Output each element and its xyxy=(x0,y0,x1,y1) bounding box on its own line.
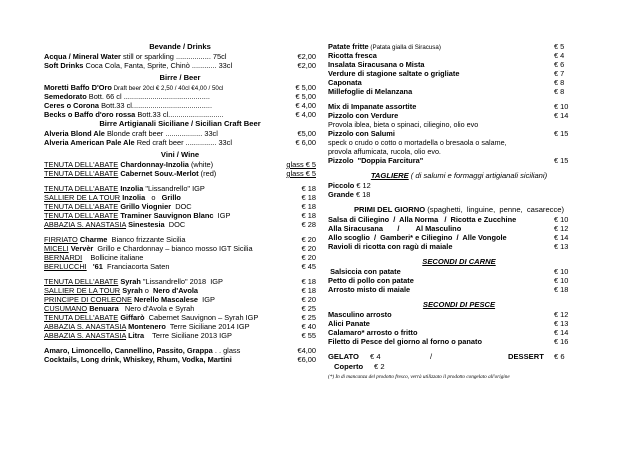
menu-item: Allo scoglio / Gamberi* e Ciliegino / Alle Vongole € 14 xyxy=(328,233,569,242)
section-title-craft-beer: Birre Artigianali Siciliane / Sicilian Craft Beer xyxy=(99,119,261,128)
item-price: € 7 xyxy=(554,69,565,78)
menu-item: Alveria Blond Ale Blonde craft beer .................. 33cl €5,00 xyxy=(44,129,316,138)
menu-item: Amaro, Limoncello, Cannellino, Passito, Grappa . . glass €4,00 xyxy=(44,346,316,355)
wine-item: CUSUMANO Benuara Nero d'Avola e Syrah € 25 xyxy=(44,304,316,313)
section-title-wine: Vini / Wine xyxy=(160,150,200,159)
menu-item: Ricotta fresca € 4 xyxy=(328,51,565,60)
item-price: € 4,00 xyxy=(295,101,316,110)
wine-item: TENUTA DELL'ABATE Traminer Sauvignon Blanc IGP € 18 xyxy=(44,211,316,220)
menu-item: Filetto di Pesce del giorno al forno o panato € 16 xyxy=(328,337,569,346)
menu-item: Arrosto misto di maiale € 18 xyxy=(328,285,569,294)
section-title-drinks: Bevande / Drinks xyxy=(149,42,211,51)
item-price: € 13 xyxy=(554,319,569,328)
menu-item: Verdure di stagione saltate o grigliate € 7 xyxy=(328,69,565,78)
wine-item: BERNARDI Bollicine italiane € 20 xyxy=(44,253,316,262)
item-price: € 8 xyxy=(554,87,565,96)
item-description: speck o crudo o cotto o mortadella o bresaola o salame, xyxy=(328,138,507,147)
wine-item: ABBAZIA S. ANASTASIA Montenero Terre Siciliane 2014 IGP € 40 xyxy=(44,322,316,331)
menu-item: Salsa di Ciliegino / Alla Norma / Ricotta e Zucchine € 10 xyxy=(328,215,569,224)
item-price: € 15 xyxy=(554,129,569,138)
separator: / xyxy=(430,352,433,361)
dessert-line: GELATO € 4 / DESSERT € 6 xyxy=(328,352,565,361)
item-price: € 5 xyxy=(554,42,565,51)
item-price: € 18 xyxy=(301,202,316,211)
item-description: provola affumicata, rucola, olio evo. xyxy=(328,147,441,156)
menu-item: Alveria American Pale Ale Red craft beer ............... 33cl € 6,00 xyxy=(44,138,316,147)
menu-item: Pizzolo con Verdure € 14 xyxy=(328,111,569,120)
wine-item: TENUTA DELL'ABATE Cabernet Souv.-Merlot (red) glass € 5 xyxy=(44,169,316,178)
menu-item: Masculino arrosto € 12 xyxy=(328,310,569,319)
item-price: € 20 xyxy=(301,253,316,262)
coperto-line: Coperto € 2 xyxy=(334,362,385,371)
menu-item: Acqua / Mineral Water still or sparkling ................. 75cl €2,00 xyxy=(44,52,316,61)
item-price: € 4,00 xyxy=(295,110,316,119)
menu-item: Calamaro* arrosto o fritto € 14 xyxy=(328,328,569,337)
gelato-price: € 4 xyxy=(370,352,381,361)
section-title-secondi-carne: SECONDI DI CARNE xyxy=(422,257,496,266)
menu-item: Becks o Baffo d'oro rossa Bott.33 cl........................... € 4,00 xyxy=(44,110,316,119)
menu-item: Mix di Impanate assortite € 10 xyxy=(328,102,569,111)
dessert-price: € 6 xyxy=(554,352,565,361)
item-price: € 16 xyxy=(554,337,569,346)
wine-item: MICELI Vervèr Grillo e Chardonnay – bianco mosso IGT Sicilia € 20 xyxy=(44,244,316,253)
item-price: € 20 xyxy=(301,235,316,244)
item-price: € 10 xyxy=(554,267,569,276)
menu-item: Caponata € 8 xyxy=(328,78,565,87)
item-price: € 20 xyxy=(301,244,316,253)
menu-item: Alici Panate € 13 xyxy=(328,319,569,328)
item-price: € 12 xyxy=(554,310,569,319)
menu-item: Pizzolo con Salumi € 15 xyxy=(328,129,569,138)
item-price: € 15 xyxy=(554,156,569,165)
item-price: € 6,00 xyxy=(295,138,316,147)
menu-item: Alla Siracusana / Al Masculino € 12 xyxy=(328,224,569,233)
wine-item: PRINCIPE DI CORLEONE Nerello Mascalese IGP € 20 xyxy=(44,295,316,304)
wine-item: SALLIER DE LA TOUR Syrah o Nero d'Avola € 18 xyxy=(44,286,316,295)
wine-item: TENUTA DELL'ABATE Inzolia "Lissandrello" IGP € 18 xyxy=(44,184,316,193)
item-price: € 14 xyxy=(554,328,569,337)
menu-item: Millefoglie di Melanzana € 8 xyxy=(328,87,565,96)
menu-item: Soft Drinks Coca Cola, Fanta, Sprite, Chinò ............ 33cl €2,00 xyxy=(44,61,316,70)
wine-item: TENUTA DELL'ABATE Syrah "Lissandrello" 2018 IGP € 18 xyxy=(44,277,316,286)
item-price: €2,00 xyxy=(297,52,316,61)
item-price: € 25 xyxy=(301,313,316,322)
item-price: € 40 xyxy=(301,322,316,331)
item-price: € 18 xyxy=(554,285,569,294)
wine-item: FIRRIATO Charme Bianco frizzante Sicilia € 20 xyxy=(44,235,316,244)
item-price: € 45 xyxy=(301,262,316,271)
item-price: € 10 xyxy=(554,102,569,111)
coperto-price: € 2 xyxy=(374,362,385,371)
menu-item: Ceres o Corona Bott.33 cl....................................... € 4,00 xyxy=(44,101,316,110)
menu-item: Salsiccia con patate € 10 xyxy=(330,267,569,276)
menu-item: Pizzolo "Doppia Farcitura" € 15 xyxy=(328,156,569,165)
item-price: € 20 xyxy=(301,295,316,304)
item-price: € 13 xyxy=(554,242,569,251)
menu-item: Insalata Siracusana o Mista € 6 xyxy=(328,60,565,69)
item-price: €5,00 xyxy=(297,129,316,138)
item-price: € 12 xyxy=(554,224,569,233)
item-price: € 5,00 xyxy=(295,83,316,92)
wine-item: SALLIER DE LA TOUR Inzolia o Grillo € 18 xyxy=(44,193,316,202)
item-price: € 28 xyxy=(301,220,316,229)
item-price: € 18 xyxy=(301,211,316,220)
item-price: €2,00 xyxy=(297,61,316,70)
menu-item: Grande € 18 xyxy=(328,190,371,199)
section-title-secondi-pesce: SECONDI DI PESCE xyxy=(422,300,496,309)
section-title-taglieri: TAGLIERE ( di salumi e formaggi artigianali siciliani) xyxy=(370,171,548,180)
item-price: € 18 xyxy=(301,184,316,193)
menu-item: Piccolo € 12 xyxy=(328,181,371,190)
item-price: € 5,00 xyxy=(295,92,316,101)
wine-item: TENUTA DELL'ABATE Chardonnay-Inzolia (white) glass € 5 xyxy=(44,160,316,169)
item-price: € 10 xyxy=(554,276,569,285)
item-price: € 18 xyxy=(301,277,316,286)
wine-item: BERLUCCHI '61 Franciacorta Saten € 45 xyxy=(44,262,316,271)
section-title-beer: Birre / Beer xyxy=(159,73,201,82)
wine-item: TENUTA DELL'ABATE Giffarò Cabernet Sauvignon – Syrah IGP € 25 xyxy=(44,313,316,322)
food-column xyxy=(328,42,590,380)
drinks-column xyxy=(44,42,316,364)
wine-item: TENUTA DELL'ABATE Grillo Viognier DOC € 18 xyxy=(44,202,316,211)
item-price: € 6 xyxy=(554,60,565,69)
item-price: € 18 xyxy=(301,193,316,202)
item-price: € 8 xyxy=(554,78,565,87)
wine-item: ABBAZIA S. ANASTASIA Sinestesia DOC € 28 xyxy=(44,220,316,229)
item-price: € 55 xyxy=(301,331,316,340)
item-price: € 14 xyxy=(554,233,569,242)
item-price: € 4 xyxy=(554,51,565,60)
menu-item: Cocktails, Long drink, Whiskey, Rhum, Vodka, Martini €6,00 xyxy=(44,355,316,364)
item-price: € 25 xyxy=(301,304,316,313)
section-title-primi: PRIMI DEL GIORNO (spaghetti, linguine, penne, casarecce) xyxy=(353,205,565,214)
item-price: € 14 xyxy=(554,111,569,120)
item-price: glass € 5 xyxy=(286,169,316,178)
item-price: €6,00 xyxy=(297,355,316,364)
menu-item: Semedorato Bott. 66 cl .......................................... € 5,00 xyxy=(44,92,316,101)
menu-item: Moretti Baffo D'Oro Draft beer 20cl € 2,50 / 40cl €4,00 / 50cl € 5,00 xyxy=(44,83,316,92)
item-price: glass € 5 xyxy=(286,160,316,169)
item-price: € 18 xyxy=(301,286,316,295)
footnote: (*) In di mancanza del prodotto fresco, verrà utilizzato il prodotto congelato all'origine xyxy=(328,374,510,380)
item-price: €4,00 xyxy=(297,346,316,355)
menu-item: Petto di pollo con patate € 10 xyxy=(328,276,569,285)
item-description: Provola iblea, bieta o spinaci, ciliegino, olio evo xyxy=(328,120,479,129)
menu-item: Ravioli di ricotta con ragù di maiale € 13 xyxy=(328,242,569,251)
menu-item: Patate fritte (Patata gialla di Siracusa) € 5 xyxy=(328,42,565,51)
wine-item: ABBAZIA S. ANASTASIA Litra Terre Siciliane 2013 IGP € 55 xyxy=(44,331,316,340)
item-price: € 10 xyxy=(554,215,569,224)
